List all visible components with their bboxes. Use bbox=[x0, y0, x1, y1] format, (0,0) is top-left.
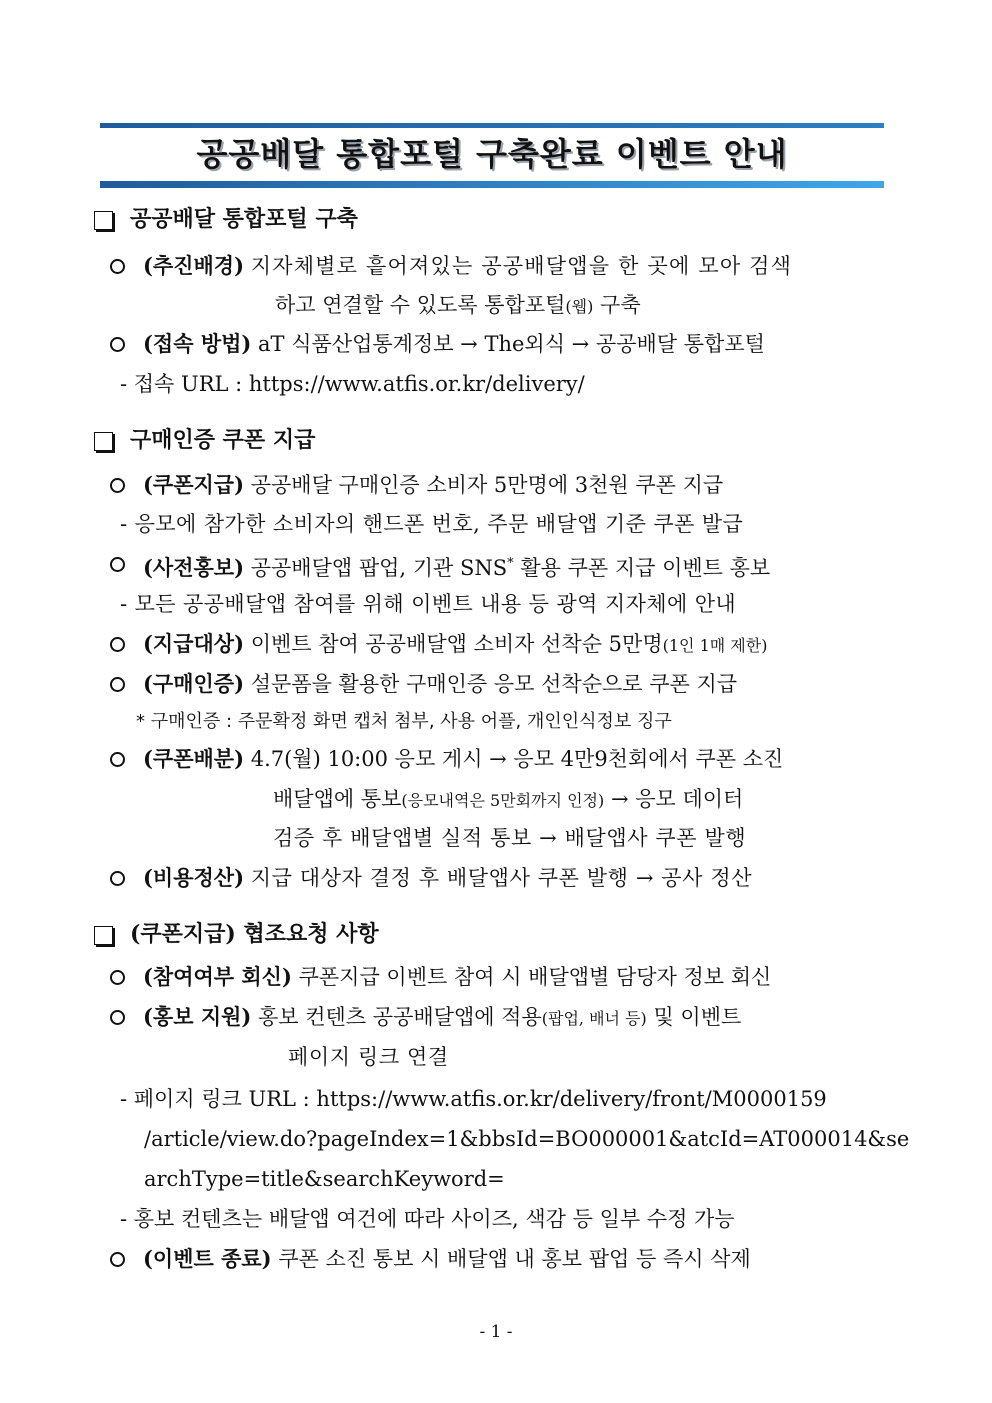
url-line-continuation: /article/view.do?pageIndex=1&bbsId=BO000001&atcId=AT000014&se bbox=[144, 1127, 910, 1151]
item-text: 공공배달앱 팝업, 기관 SNS bbox=[250, 556, 508, 580]
list-item bbox=[143, 744, 783, 774]
url-line: - 페이지 링크 URL : https://www.atfis.or.kr/delivery/front/M0000159 bbox=[120, 1087, 827, 1111]
item-label: (이벤트 종료) bbox=[143, 1246, 272, 1271]
list-item bbox=[143, 1002, 741, 1034]
item-label: (쿠폰지급) bbox=[143, 472, 245, 497]
item-text: 및 이벤트 bbox=[646, 1005, 742, 1029]
item-label: (홍보 지원) bbox=[143, 1004, 252, 1029]
section-heading: 구매인증 쿠폰 지급 bbox=[130, 427, 316, 453]
list-item bbox=[143, 470, 723, 500]
bullet-circle-icon bbox=[110, 677, 125, 692]
bullet-circle-icon bbox=[110, 1010, 125, 1025]
item-text: 지자체별로 흩어져있는 공공배달앱을 한 곳에 모아 검색 bbox=[250, 254, 793, 278]
section-heading: (쿠폰지급) 협조요청 사항 bbox=[130, 921, 379, 947]
section-checkbox-icon bbox=[94, 926, 113, 945]
item-text: 지급 대상자 결정 후 배달앱사 쿠폰 발행 → 공사 정산 bbox=[250, 866, 753, 890]
footnote: * 구매인증 : 주문확정 화면 캡처 첨부, 사용 어플, 개인인식정보 징구 bbox=[136, 711, 672, 732]
item-text: 공공배달 구매인증 소비자 5만명에 3천원 쿠폰 지급 bbox=[250, 473, 724, 497]
item-text: 쿠폰 소진 통보 시 배달앱 내 홍보 팝업 등 즉시 삭제 bbox=[278, 1247, 751, 1271]
item-text: 배달앱에 통보 bbox=[273, 787, 402, 811]
list-item-continuation bbox=[273, 784, 743, 816]
bullet-circle-icon bbox=[110, 637, 125, 652]
item-text: 4.7(월) 10:00 응모 게시 → 응모 4만9천회에서 쿠폰 소진 bbox=[250, 747, 784, 771]
bullet-circle-icon bbox=[110, 871, 125, 886]
item-small-text: (응모내역은 5만회까지 인정) bbox=[401, 791, 605, 810]
item-small-text: (웹) bbox=[565, 297, 594, 316]
dash-item: - 모든 공공배달앱 참여를 위해 이벤트 내용 등 광역 지자체에 안내 bbox=[120, 592, 737, 616]
item-label: (사전홍보) bbox=[143, 555, 245, 580]
list-item bbox=[143, 549, 770, 583]
bullet-circle-icon bbox=[110, 337, 125, 352]
item-text: 하고 연결할 수 있도록 통합포털 bbox=[275, 293, 566, 317]
item-text: 쿠폰지급 이벤트 참여 시 배달앱별 담당자 정보 회신 bbox=[298, 965, 772, 989]
item-label: (접속 방법) bbox=[143, 331, 252, 356]
list-item-continuation: 페이지 링크 연결 bbox=[288, 1045, 449, 1069]
bullet-circle-icon bbox=[110, 752, 125, 767]
list-item-continuation: 검증 후 배달앱별 실적 통보 → 배달앱사 쿠폰 발행 bbox=[273, 826, 747, 850]
item-text: → 응모 데이터 bbox=[604, 787, 744, 811]
item-small-text: (팝업, 배너 등) bbox=[541, 1009, 647, 1028]
list-item bbox=[143, 863, 752, 893]
section-checkbox-icon bbox=[94, 211, 113, 230]
section-heading: 공공배달 통합포털 구축 bbox=[130, 206, 358, 232]
list-item bbox=[143, 329, 765, 359]
item-text: 홍보 컨텐츠 공공배달앱에 적용 bbox=[258, 1005, 542, 1029]
item-label: (지급대상) bbox=[143, 631, 245, 656]
title-bar-bottom bbox=[100, 181, 884, 188]
page-title: 공공배달 통합포털 구축완료 이벤트 안내 bbox=[196, 135, 788, 173]
bullet-circle-icon bbox=[110, 557, 125, 572]
list-item bbox=[143, 669, 737, 699]
bullet-circle-icon bbox=[110, 478, 125, 493]
bullet-circle-icon bbox=[110, 1252, 125, 1267]
item-text: 이벤트 참여 공공배달앱 소비자 선착순 5만명 bbox=[250, 632, 663, 656]
item-text: 구축 bbox=[593, 293, 641, 317]
dash-item: - 홍보 컨텐츠는 배달앱 여건에 따라 사이즈, 색감 등 일부 수정 가능 bbox=[120, 1207, 735, 1231]
list-item bbox=[143, 251, 792, 281]
section-checkbox-icon bbox=[94, 432, 113, 451]
list-item bbox=[143, 962, 771, 992]
bullet-circle-icon bbox=[110, 970, 125, 985]
item-text: 설문폼을 활용한 구매인증 응모 선착순으로 쿠폰 지급 bbox=[250, 672, 738, 696]
item-label: (비용정산) bbox=[143, 865, 245, 890]
item-label: (구매인증) bbox=[143, 671, 245, 696]
url-line-continuation: archType=title&searchKeyword= bbox=[144, 1167, 505, 1191]
footnote-mark: * bbox=[507, 556, 514, 571]
url-line: - 접속 URL : https://www.atfis.or.kr/delivery/ bbox=[120, 372, 585, 396]
list-item bbox=[143, 629, 767, 661]
item-label: (추진배경) bbox=[143, 253, 245, 278]
page-number: - 1 - bbox=[479, 1322, 513, 1342]
bullet-circle-icon bbox=[110, 259, 125, 274]
item-small-text: (1인 1매 제한) bbox=[662, 636, 768, 655]
dash-item: - 응모에 참가한 소비자의 핸드폰 번호, 주문 배달앱 기준 쿠폰 발급 bbox=[120, 512, 744, 536]
item-label: (쿠폰배분) bbox=[143, 746, 245, 771]
item-label: (참여여부 회신) bbox=[143, 964, 292, 989]
item-text: aT 식품산업통계정보 → The외식 → 공공배달 통합포털 bbox=[258, 332, 765, 356]
list-item-continuation bbox=[275, 290, 641, 322]
item-text: 활용 쿠폰 지급 이벤트 홍보 bbox=[513, 556, 771, 580]
list-item bbox=[143, 1244, 751, 1274]
